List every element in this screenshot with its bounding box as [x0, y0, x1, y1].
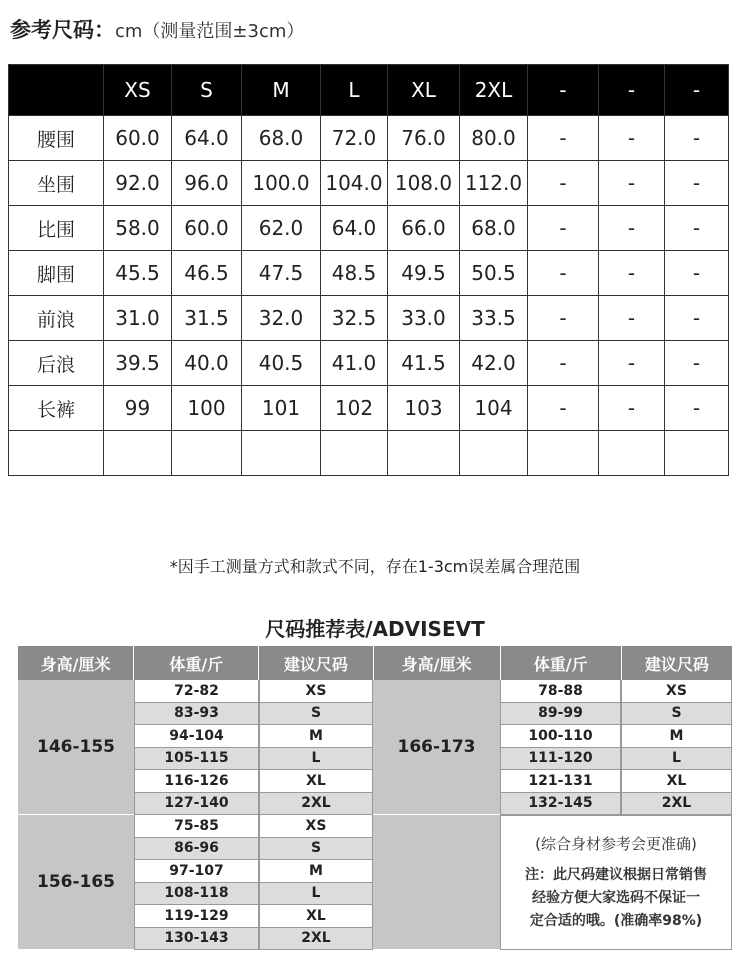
- size-cell: 46.5: [172, 251, 242, 296]
- size-cell: [321, 431, 388, 476]
- size-cell: 76.0: [388, 116, 460, 161]
- size-cell: 60.0: [172, 206, 242, 251]
- size-header-cell: -: [665, 65, 729, 116]
- size-cell: 48.5: [321, 251, 388, 296]
- weight-cell: 86-96: [134, 838, 259, 861]
- advise-header-row: [18, 646, 732, 680]
- advise-sub-row: [500, 770, 732, 793]
- advise-sub-row: [134, 680, 373, 703]
- weight-cell: 127-140: [134, 793, 259, 816]
- size-cell: -: [528, 386, 599, 431]
- size-cell: 42.0: [460, 341, 528, 386]
- advise-sub-row: [134, 928, 373, 951]
- size-cell: 64.0: [172, 116, 242, 161]
- size-row: [9, 116, 729, 161]
- size-cell: S: [259, 703, 373, 726]
- size-cell: [528, 431, 599, 476]
- size-cell: L: [259, 883, 373, 906]
- advise-sub-row: [134, 703, 373, 726]
- advise-sub-row: [134, 860, 373, 883]
- size-cell: 92.0: [104, 161, 172, 206]
- page-title: [10, 14, 304, 44]
- size-cell: -: [599, 161, 665, 206]
- size-cell: 96.0: [172, 161, 242, 206]
- note-line: 定合适的哦。(准确率98%): [529, 912, 703, 929]
- weight-cell: 83-93: [134, 703, 259, 726]
- advise-header-cell: 建议尺码: [259, 646, 373, 680]
- size-cell: [388, 431, 460, 476]
- weight-size-group: [134, 815, 373, 950]
- size-cell: 101: [242, 386, 321, 431]
- weight-size-group: [134, 680, 373, 815]
- size-cell: -: [665, 341, 729, 386]
- size-cell: S: [621, 703, 732, 726]
- size-cell: -: [665, 251, 729, 296]
- weight-cell: 111-120: [500, 748, 621, 771]
- size-header-cell: L: [321, 65, 388, 116]
- size-row: [9, 161, 729, 206]
- size-cell: 68.0: [242, 116, 321, 161]
- size-header-cell: XL: [388, 65, 460, 116]
- weight-cell: 75-85: [134, 815, 259, 838]
- advise-sub-row: [500, 793, 732, 816]
- measure-label: 后浪: [9, 341, 104, 386]
- size-header-cell: -: [528, 65, 599, 116]
- size-cell: XL: [259, 905, 373, 928]
- size-cell: 41.0: [321, 341, 388, 386]
- advise-sub-row: [134, 748, 373, 771]
- size-cell: XS: [259, 680, 373, 703]
- advise-row-bottom: [18, 815, 732, 950]
- size-cell: L: [621, 748, 732, 771]
- size-cell: 100.0: [242, 161, 321, 206]
- size-cell: 2XL: [621, 793, 732, 816]
- empty-height-cell: [373, 815, 500, 950]
- size-cell: S: [259, 838, 373, 861]
- size-cell: -: [665, 116, 729, 161]
- size-cell: 72.0: [321, 116, 388, 161]
- advise-note: [500, 815, 732, 950]
- weight-size-group: [500, 680, 732, 815]
- size-cell: 31.0: [104, 296, 172, 341]
- advise-sub-row: [134, 905, 373, 928]
- advise-sub-row: [500, 703, 732, 726]
- size-cell: [242, 431, 321, 476]
- size-cell: [665, 431, 729, 476]
- size-cell: 58.0: [104, 206, 172, 251]
- size-cell: -: [528, 206, 599, 251]
- advise-sub-row: [500, 725, 732, 748]
- size-cell: L: [259, 748, 373, 771]
- weight-cell: 105-115: [134, 748, 259, 771]
- unit-note: cm（测量范围±3cm）: [115, 21, 305, 42]
- size-cell: 99: [104, 386, 172, 431]
- height-range-cell: 166-173: [373, 680, 500, 815]
- advise-sub-row: [134, 770, 373, 793]
- size-cell: 62.0: [242, 206, 321, 251]
- size-row: [9, 296, 729, 341]
- size-cell: 104: [460, 386, 528, 431]
- size-cell: XL: [259, 770, 373, 793]
- size-cell: 41.5: [388, 341, 460, 386]
- advise-sub-row: [134, 725, 373, 748]
- size-header-cell: XS: [104, 65, 172, 116]
- size-row: [9, 206, 729, 251]
- size-cell: 49.5: [388, 251, 460, 296]
- size-cell: 108.0: [388, 161, 460, 206]
- size-row: [9, 431, 729, 476]
- weight-cell: 116-126: [134, 770, 259, 793]
- size-row: [9, 251, 729, 296]
- size-cell: 45.5: [104, 251, 172, 296]
- measure-label: 坐围: [9, 161, 104, 206]
- size-cell: XS: [259, 815, 373, 838]
- size-cell: 50.5: [460, 251, 528, 296]
- size-cell: -: [599, 206, 665, 251]
- size-cell: [172, 431, 242, 476]
- measure-label: 长裤: [9, 386, 104, 431]
- size-cell: -: [528, 341, 599, 386]
- advise-sub-row: [134, 815, 373, 838]
- size-cell: 31.5: [172, 296, 242, 341]
- size-table: [8, 64, 729, 476]
- advise-sub-row: [134, 883, 373, 906]
- size-cell: -: [599, 251, 665, 296]
- advise-row-top: [18, 680, 732, 815]
- weight-cell: 97-107: [134, 860, 259, 883]
- size-cell: -: [528, 296, 599, 341]
- size-header-cell: -: [599, 65, 665, 116]
- size-cell: [599, 431, 665, 476]
- size-cell: 80.0: [460, 116, 528, 161]
- weight-cell: 108-118: [134, 883, 259, 906]
- weight-cell: 72-82: [134, 680, 259, 703]
- note-line: (综合身材参考会更准确): [535, 834, 697, 853]
- measure-label: 脚围: [9, 251, 104, 296]
- size-cell: -: [665, 206, 729, 251]
- size-cell: 32.5: [321, 296, 388, 341]
- footnote: *因手工测量方式和款式不同，存在1-3cm误差属合理范围: [169, 557, 581, 576]
- weight-cell: 119-129: [134, 905, 259, 928]
- size-cell: 103: [388, 386, 460, 431]
- measure-label: 腰围: [9, 116, 104, 161]
- size-cell: [104, 431, 172, 476]
- size-cell: M: [621, 725, 732, 748]
- size-row: [9, 341, 729, 386]
- height-range-cell: 146-155: [18, 680, 134, 815]
- size-cell: 104.0: [321, 161, 388, 206]
- size-cell: 66.0: [388, 206, 460, 251]
- size-cell: 40.0: [172, 341, 242, 386]
- advise-sub-row: [500, 748, 732, 771]
- size-cell: 2XL: [259, 928, 373, 951]
- advise-sub-row: [500, 680, 732, 703]
- size-cell: 32.0: [242, 296, 321, 341]
- measure-label: 前浪: [9, 296, 104, 341]
- advise-header-cell: 建议尺码: [644, 654, 709, 674]
- note-line: 注：此尺码建议根据日常销售: [525, 866, 707, 883]
- size-cell: 60.0: [104, 116, 172, 161]
- measure-label: [9, 431, 104, 476]
- weight-cell: 94-104: [134, 725, 259, 748]
- size-cell: 68.0: [460, 206, 528, 251]
- size-cell: 47.5: [242, 251, 321, 296]
- size-cell: -: [599, 341, 665, 386]
- advise-header-cell: 身高/厘米: [18, 646, 134, 680]
- size-cell: -: [528, 251, 599, 296]
- size-cell: 33.5: [460, 296, 528, 341]
- advise-header-cell: 体重/斤: [501, 646, 622, 680]
- size-header-cell: M: [242, 65, 321, 116]
- size-cell: -: [528, 116, 599, 161]
- size-cell: 33.0: [388, 296, 460, 341]
- advise-title: 尺码推荐表/ADVISEVT: [265, 617, 485, 641]
- weight-cell: 132-145: [500, 793, 621, 816]
- size-cell: 39.5: [104, 341, 172, 386]
- size-cell: -: [665, 296, 729, 341]
- note-line: 经验方便大家选码不保证一: [532, 889, 700, 906]
- size-cell: -: [665, 161, 729, 206]
- weight-cell: 130-143: [134, 928, 259, 951]
- size-cell: M: [259, 860, 373, 883]
- size-header-cell: S: [172, 65, 242, 116]
- advise-sub-row: [134, 838, 373, 861]
- size-cell: -: [528, 161, 599, 206]
- size-cell: 102: [321, 386, 388, 431]
- size-cell: 112.0: [460, 161, 528, 206]
- advise-header-cell: 体重/斤: [134, 646, 259, 680]
- weight-cell: 89-99: [500, 703, 621, 726]
- weight-cell: 121-131: [500, 770, 621, 793]
- size-cell: 2XL: [259, 793, 373, 816]
- size-header-row: [9, 65, 729, 116]
- size-cell: 64.0: [321, 206, 388, 251]
- size-cell: -: [665, 386, 729, 431]
- title-label: 参考尺码：: [10, 18, 115, 42]
- weight-cell: 100-110: [500, 725, 621, 748]
- size-cell: XL: [621, 770, 732, 793]
- size-cell: [460, 431, 528, 476]
- size-header-cell: [9, 65, 104, 116]
- size-cell: XS: [621, 680, 732, 703]
- size-row: [9, 386, 729, 431]
- measure-label: 比围: [9, 206, 104, 251]
- size-cell: 40.5: [242, 341, 321, 386]
- size-cell: -: [599, 386, 665, 431]
- size-cell: -: [599, 116, 665, 161]
- size-cell: M: [259, 725, 373, 748]
- advise-sub-row: [134, 793, 373, 816]
- advise-table: [18, 646, 732, 950]
- advise-header-cell: 身高/厘米: [374, 646, 501, 680]
- height-range-cell: 156-165: [18, 815, 134, 950]
- size-cell: 100: [172, 386, 242, 431]
- size-header-cell: 2XL: [460, 65, 528, 116]
- weight-cell: 78-88: [500, 680, 621, 703]
- size-cell: -: [599, 296, 665, 341]
